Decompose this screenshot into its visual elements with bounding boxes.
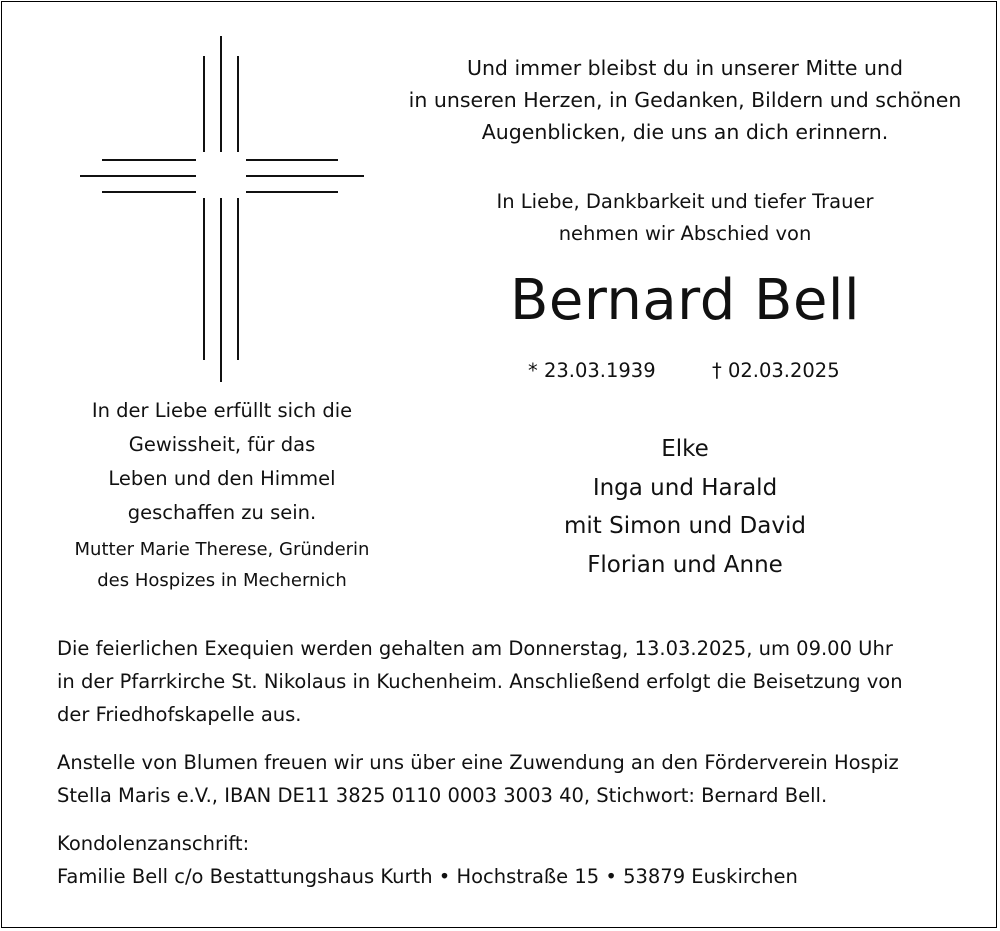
- poem-line: in unseren Herzen, in Gedanken, Bildern und schönen: [408, 88, 962, 112]
- donation-line: Anstelle von Blumen freuen wir uns über eine Zuwendung an den Förderverein Hospiz: [57, 751, 899, 774]
- quote-line: Gewissheit, für das: [128, 433, 316, 456]
- poem-top: [402, 52, 968, 148]
- service-info: [57, 632, 957, 731]
- condolence-line: Familie Bell c/o Bestattungshaus Kurth • Hochstraße 15 • 53879 Euskirchen: [57, 865, 798, 888]
- farewell-intro: [402, 186, 968, 250]
- intro-line: nehmen wir Abschied von: [558, 222, 812, 245]
- death-date: † 02.03.2025: [712, 359, 840, 382]
- service-line: der Friedhofskapelle aus.: [57, 703, 302, 726]
- quote-author-line: Mutter Marie Therese, Gründerin: [74, 539, 370, 560]
- poem-line: Augenblicken, die uns an dich erinnern.: [481, 120, 889, 144]
- condolence-label: Kondolenzanschrift:: [57, 832, 250, 855]
- family-members: [462, 430, 908, 584]
- service-line: in der Pfarrkirche St. Nikolaus in Kuchenheim. Anschließend erfolgt die Beisetzung von: [57, 670, 903, 693]
- service-line: Die feierlichen Exequien werden gehalten am Donnerstag, 13.03.2025, um 09.00 Uhr: [57, 637, 893, 660]
- donation-info: [57, 746, 957, 812]
- cross-icon: [80, 36, 364, 382]
- quote-line: In der Liebe erfüllt sich die: [91, 399, 353, 422]
- obituary-notice: [1, 1, 997, 928]
- family-line: Elke: [661, 436, 709, 462]
- quote-line: Leben und den Himmel: [108, 467, 336, 490]
- condolence-address: [57, 827, 957, 893]
- quote-author: [42, 534, 402, 596]
- poem-line: Und immer bleibst du in unserer Mitte und: [466, 56, 904, 80]
- deceased-name: Bernard Bell: [509, 268, 861, 333]
- family-line: Florian und Anne: [587, 551, 783, 578]
- donation-line: Stella Maris e.V., IBAN DE11 3825 0110 0003 3003 40, Stichwort: Bernard Bell.: [57, 784, 828, 807]
- family-line: mit Simon und David: [564, 513, 806, 539]
- birth-date: * 23.03.1939: [528, 359, 656, 382]
- quote-line: geschaffen zu sein.: [127, 501, 317, 524]
- quote: [42, 394, 402, 530]
- quote-author-line: des Hospizes in Mechernich: [97, 570, 347, 591]
- family-line: Inga und Harald: [592, 474, 778, 501]
- intro-line: In Liebe, Dankbarkeit und tiefer Trauer: [496, 190, 874, 213]
